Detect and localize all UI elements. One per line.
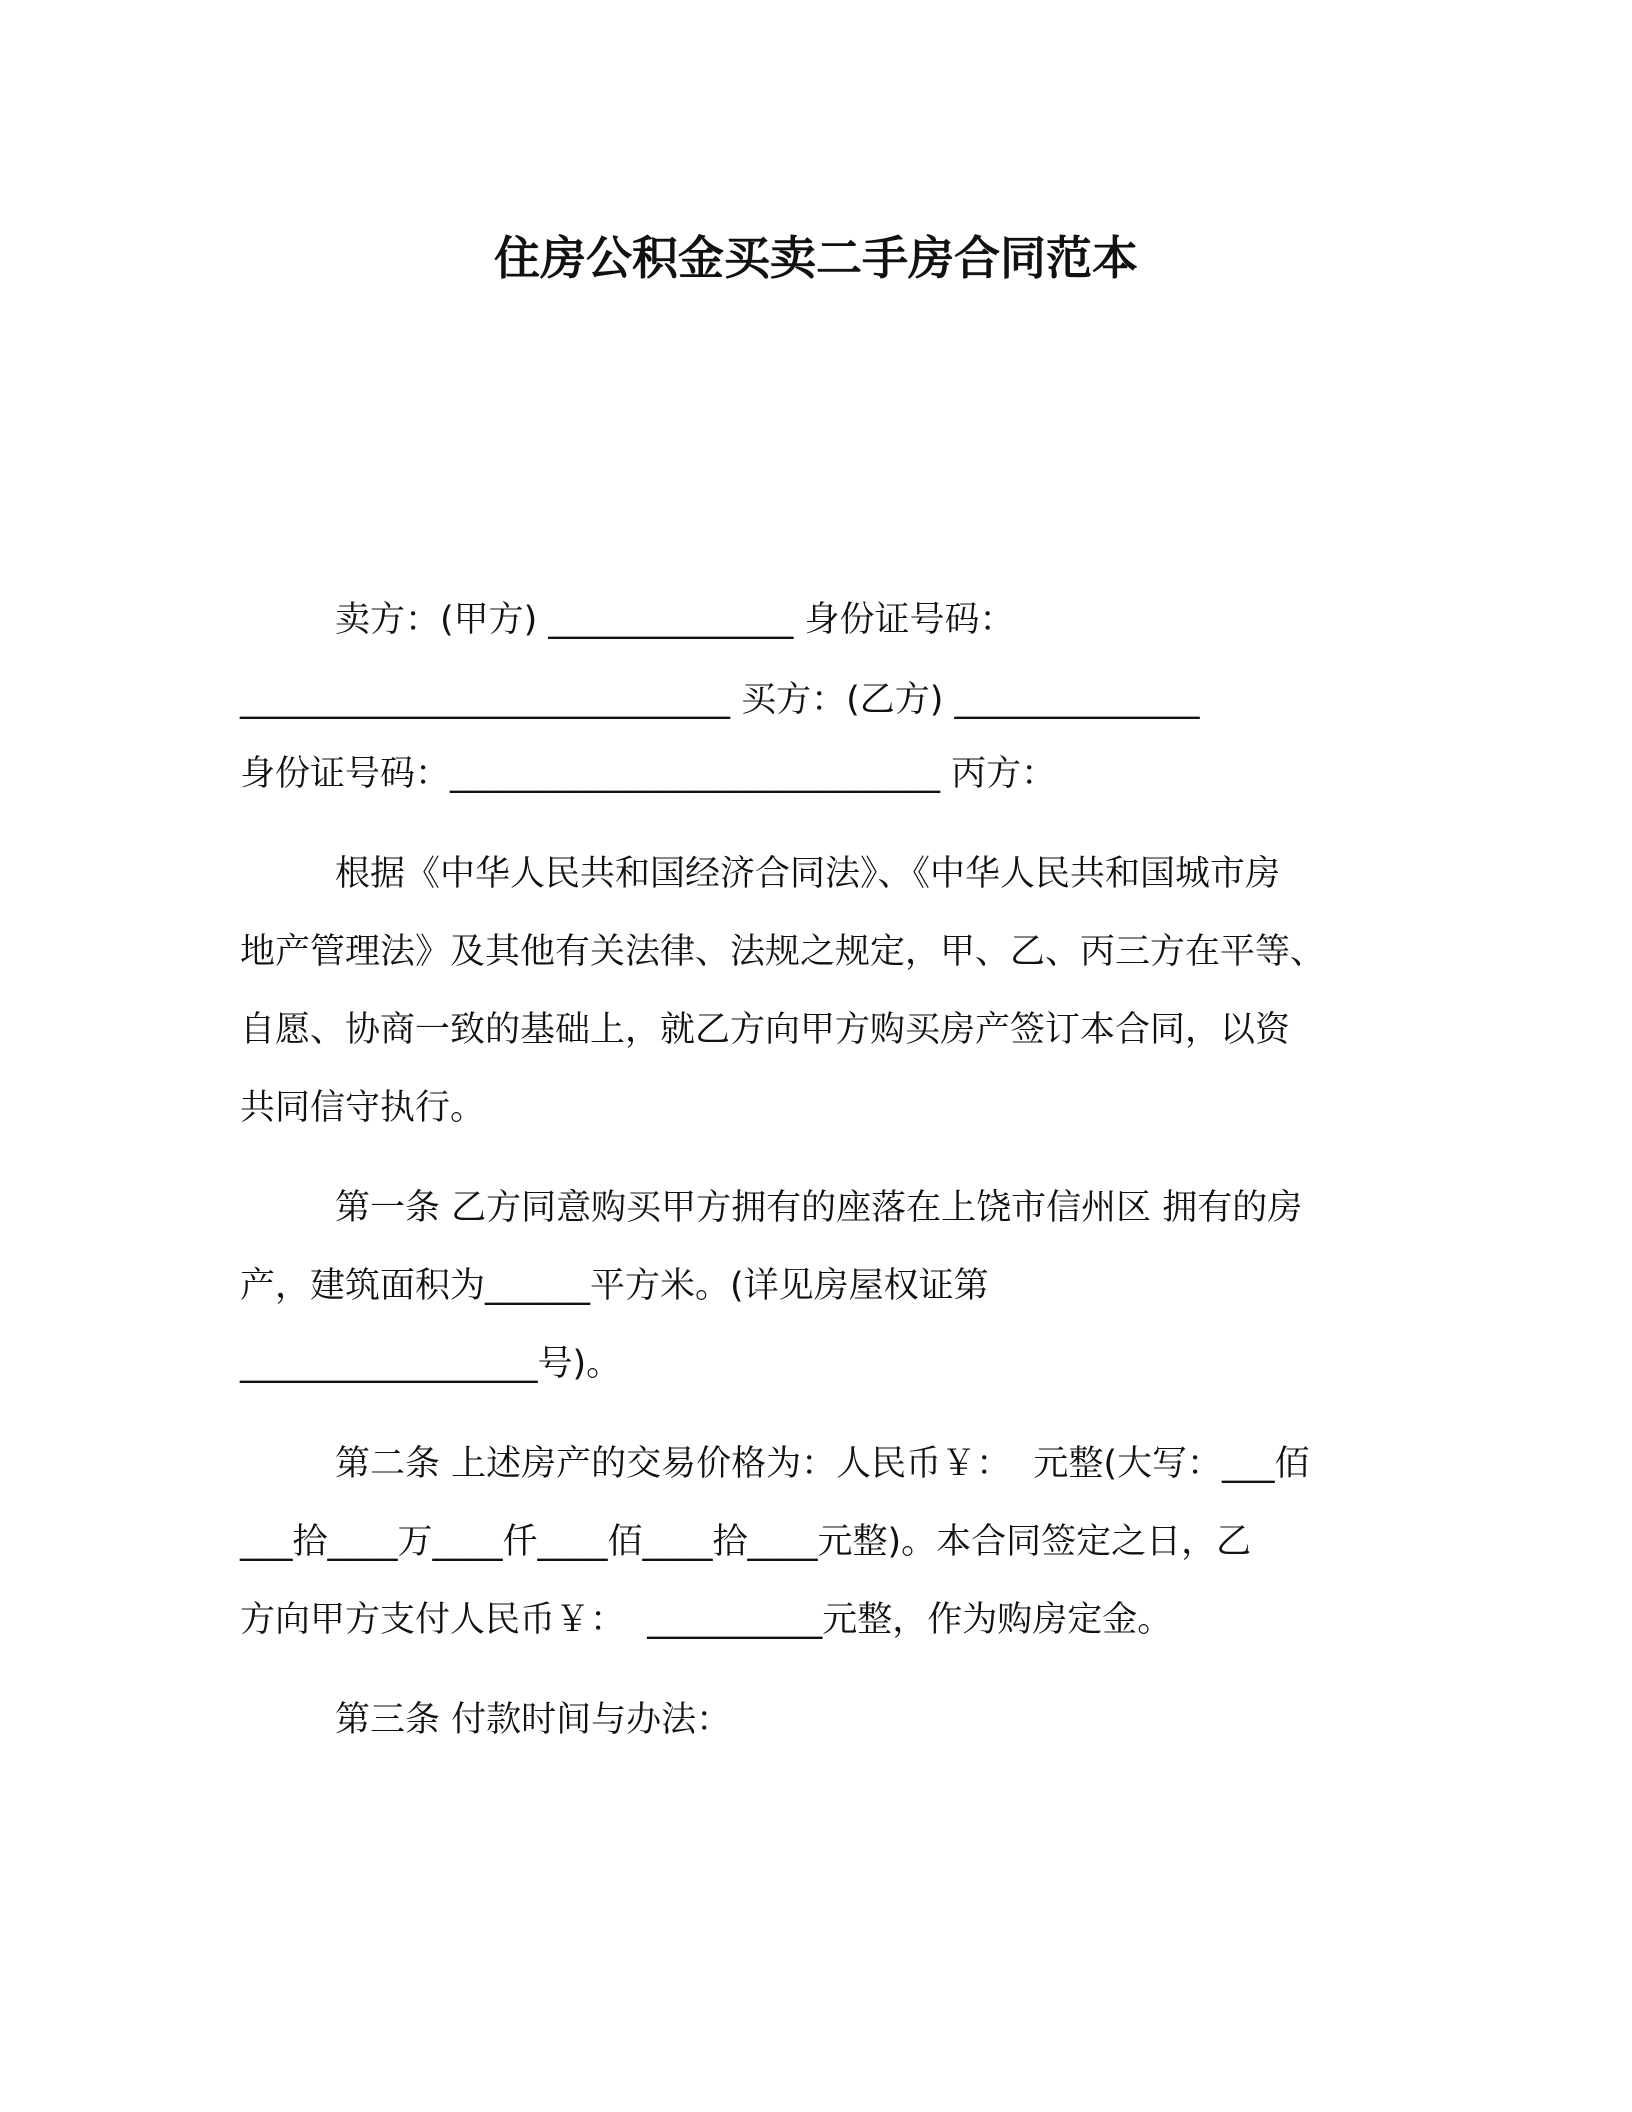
preamble-line-3: 自愿、协商一致的基础上，就乙方向甲方购买房产签订本合同，以资 — [240, 1010, 1291, 1050]
seller-line: 卖方：(甲方) ______________ 身份证号码： — [335, 600, 1015, 640]
preamble-line-2: 地产管理法》及其他有关法律、法规之规定，甲、乙、丙三方在平等、 — [240, 932, 1326, 972]
article-1-line-1: 第一条 乙方同意购买甲方拥有的座落在上饶市信州区 拥有的房 — [335, 1188, 1303, 1228]
article-1-line-3: _________________号)。 — [240, 1344, 622, 1384]
preamble-line-1: 根据《中华人民共和国经济合同法》、《中华人民共和国城市房 — [335, 854, 1281, 894]
third-party-line: 身份证号码：____________________________ 丙方： — [240, 754, 1057, 794]
article-2-line-1: 第二条 上述房产的交易价格为：人民币￥： 元整(大写：___佰 — [335, 1444, 1310, 1484]
article-1-line-2: 产，建筑面积为______平方米。(详见房屋权证第 — [240, 1266, 989, 1306]
article-2-line-2: ___拾____万____仟____佰____拾____元整)。本合同签定之日，乙 — [240, 1522, 1252, 1562]
preamble-line-4: 共同信守执行。 — [240, 1088, 486, 1128]
buyer-line: ____________________________ 买方：(乙方) ______________ — [240, 680, 1200, 720]
article-2-line-3: 方向甲方支付人民币￥： __________元整，作为购房定金。 — [240, 1600, 1173, 1640]
article-3-heading: 第三条 付款时间与办法： — [335, 1700, 732, 1740]
document-title: 住房公积金买卖二手房合同范本 — [494, 231, 1138, 285]
